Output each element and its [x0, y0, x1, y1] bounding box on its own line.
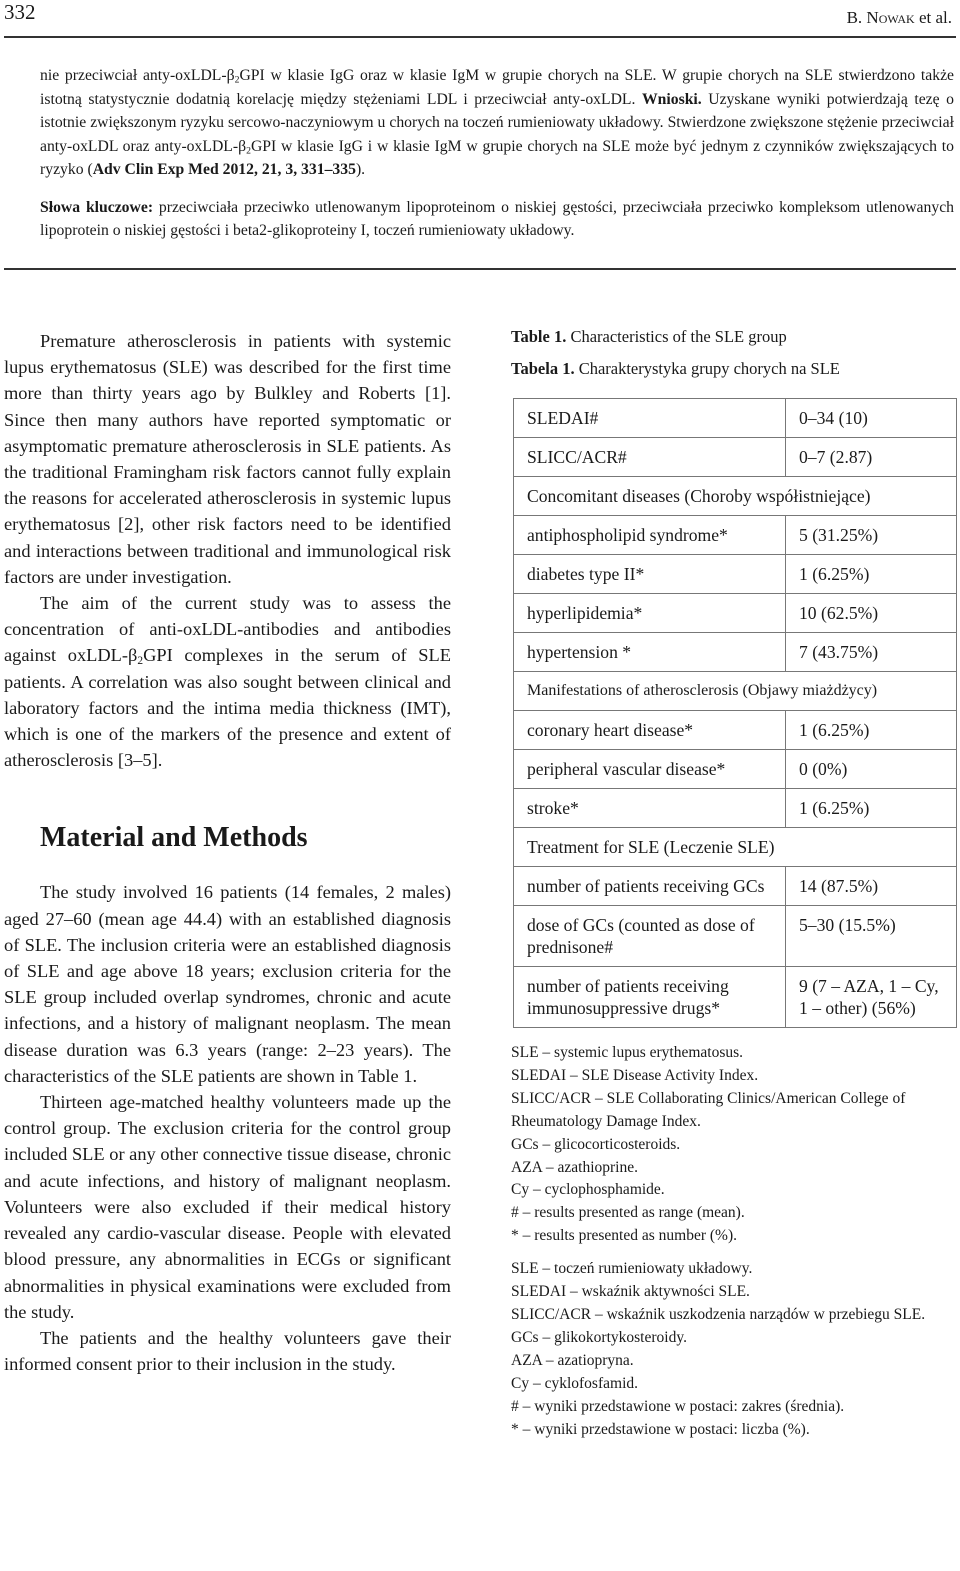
main-text-column — [4, 328, 451, 1377]
note-line: SLEDAI – wskaźnik aktywności SLE. — [511, 1283, 750, 1301]
header-rule — [4, 36, 956, 38]
note-line: GCs – glikokortykosteroidy. — [511, 1328, 687, 1346]
section-heading: Material and Methods — [40, 822, 308, 854]
keywords — [40, 196, 954, 243]
table-cell-label: SLICC/ACR# — [514, 438, 786, 477]
abstract-polish — [40, 64, 954, 243]
table-cell-label: peripheral vascular disease* — [514, 750, 786, 789]
table-row — [514, 906, 957, 967]
table-cell-label: number of patients receiving GCs — [514, 867, 786, 906]
table-cell-value: 0–34 (10) — [786, 399, 957, 438]
table-row — [514, 967, 957, 1028]
caption-text: Characteristics of the SLE group — [566, 327, 787, 346]
abstract-paragraph — [40, 64, 954, 182]
table-cell-value: 1 (6.25%) — [786, 789, 957, 828]
table-cell-value: 7 (43.75%) — [786, 633, 957, 672]
table-row — [514, 750, 957, 789]
note-line: SLICC/ACR – wskaźnik uszkodzenia narządów w przebiegu SLE. — [511, 1305, 926, 1323]
table-cell-value: 5 (31.25%) — [786, 516, 957, 555]
keywords-label: Słowa kluczowe: — [40, 198, 154, 216]
table-cell-label: antiphospholipid syndrome* — [514, 516, 786, 555]
table-cell-value: 0–7 (2.87) — [786, 438, 957, 477]
table-cell-value: 14 (87.5%) — [786, 867, 957, 906]
note-line: Cy – cyklofosfamid. — [511, 1374, 638, 1392]
table-cell-label: coronary heart disease* — [514, 711, 786, 750]
table-row — [514, 399, 957, 438]
notes-english — [511, 1042, 958, 1248]
table-caption-polish — [511, 358, 958, 380]
note-line: AZA – azatiopryna. — [511, 1351, 634, 1369]
citation-end: ). — [355, 161, 366, 178]
table-section-header: Treatment for SLE (Leczenie SLE) — [514, 828, 957, 867]
note-line: # – results presented as range (mean). — [511, 1204, 745, 1222]
table-row — [514, 828, 957, 867]
table-row — [514, 672, 957, 711]
table-cell-value: 5–30 (15.5%) — [786, 906, 957, 967]
table-row — [514, 438, 957, 477]
note-line: SLEDAI – SLE Disease Activity Index. — [511, 1066, 759, 1084]
notes-polish — [511, 1258, 958, 1441]
subscript: 2 — [137, 655, 144, 668]
table-cell-value: 10 (62.5%) — [786, 594, 957, 633]
table-cell-label: diabetes type II* — [514, 555, 786, 594]
conclusions-text: GPI w klasie IgG i w klasie IgM w grupie chorych na SLE może być jednym z czynników zwiększających to ryzyko ( — [40, 137, 954, 178]
body-paragraph: Thirteen age-matched healthy volunteers made up the control group. The exclusion criteria for the control group included SLE or any other connective tissue disease, chronic and acute infections, and history of malignant neoplasm. Volunteers were also excluded if their medical history revealed any cardio-vascular disease. People with elevated blood pressure, any abnormalities in ECGs or significant abnormalities in physical examinations were excluded from the study. — [4, 1092, 451, 1322]
page-number: 332 — [4, 0, 36, 24]
table-cell-label: stroke* — [514, 789, 786, 828]
abstract-rule — [4, 268, 956, 270]
body-text: The aim of the current study was to assess the concentration of anti-oxLDL-antibodies and antibodies against oxLDL-β — [4, 593, 451, 666]
table-caption-english — [511, 326, 958, 348]
running-authors — [847, 8, 952, 28]
table-row — [514, 633, 957, 672]
conclusions-text: Uzyskane wyniki potwierdzają tezę o istotnie zwiększonym ryzyku sercowo-naczyniowym u chorych na toczeń rumieniowaty układowy. Stwierdzone zwiększone stężenie przeciwciał anty-oxLDL oraz anty-oxLDL-β — [40, 90, 954, 155]
table-cell-value: 1 (6.25%) — [786, 555, 957, 594]
abstract-text: GPI w klasie IgG oraz w klasie IgM w grupie chorych na SLE. W grupie chorych na SLE stwierdzono także istotną statystycznie dodatnią korelację między stężeniami LDL i przeciwciał anty-oxLDL. — [40, 67, 954, 108]
table-cell-value: 0 (0%) — [786, 750, 957, 789]
body-paragraph: Premature atherosclerosis in patients with systemic lupus erythematosus (SLE) was described for the first time more than thirty years ago by Bulkley and Roberts [1]. Since then many authors have reported symptomatic or asymptomatic premature atherosclerosis in SLE patients. As the traditional Framingham risk factors cannot fully explain the reasons for accelerated atherosclerosis in systemic lupus erythematosus [2], other risk factors need to be identified and interactions between traditional and immunological risk factors are under investigation. — [4, 331, 451, 587]
table-row — [514, 477, 957, 516]
table-row — [514, 711, 957, 750]
table-row — [514, 555, 957, 594]
table-cell-label: SLEDAI# — [514, 399, 786, 438]
table-row — [514, 867, 957, 906]
table-cell-label: hypertension * — [514, 633, 786, 672]
authors-etal: et al. — [914, 8, 952, 27]
note-line: GCs – glicocorticosteroids. — [511, 1135, 681, 1153]
note-line: # – wyniki przedstawione w postaci: zakres (średnia). — [511, 1397, 845, 1415]
authors-surname: Nowak — [866, 8, 915, 27]
table-cell-value: 9 (7 – AZA, 1 – Cy, 1 – other) (56%) — [786, 967, 957, 1028]
abstract-text: nie przeciwciał anty-oxLDL-β — [40, 67, 235, 84]
body-paragraph — [4, 590, 451, 773]
table-cell-value: 1 (6.25%) — [786, 711, 957, 750]
note-line: SLICC/ACR – SLE Collaborating Clinics/American College of Rheumatology Damage Index. — [511, 1089, 906, 1130]
conclusions-label: Wnioski. — [641, 90, 702, 108]
table-notes — [511, 1042, 958, 1441]
table-column — [511, 326, 958, 1441]
body-text: GPI complexes in the serum of SLE patients. A correlation was also sought between clinical and laboratory factors and the intima media thickness (IMT), which is one of the markers of the presence and extent of atherosclerosis [3–5]. — [4, 645, 451, 771]
table-cell-label: hyperlipidemia* — [514, 594, 786, 633]
authors-initial: B. — [846, 8, 867, 27]
table-cell-label: number of patients receiving immunosuppressive drugs* — [514, 967, 786, 1028]
page-header — [0, 0, 960, 38]
table-section-header: Concomitant diseases (Choroby współistniejące) — [514, 477, 957, 516]
note-line: Cy – cyclophosphamide. — [511, 1181, 665, 1199]
note-line: SLE – toczeń rumieniowaty układowy. — [511, 1260, 753, 1278]
characteristics-table — [513, 398, 957, 1028]
caption-text: Charakterystyka grupy chorych na SLE — [574, 359, 840, 378]
keywords-text: przeciwciała przeciwko utlenowanym lipoproteinom o niskiej gęstości, przeciwciała przeciwko kompleksom utlenowanych lipoprotein o niskiej gęstości i beta2-glikoproteiny I, toczeń rumieniowaty układowy. — [40, 198, 954, 239]
body-paragraph: The patients and the healthy volunteers gave their informed consent prior to their inclusion in the study. — [4, 1327, 451, 1375]
note-line: * – results presented as number (%). — [511, 1227, 737, 1245]
table-cell-label: dose of GCs (counted as dose of prednisone# — [514, 906, 786, 967]
caption-label: Tabela 1. — [511, 359, 575, 378]
caption-label: Table 1. — [511, 327, 567, 346]
subscript: 2 — [246, 144, 251, 156]
table-row — [514, 594, 957, 633]
subscript: 2 — [234, 74, 240, 86]
table-row — [514, 789, 957, 828]
note-line: * – wyniki przedstawione w postaci: liczba (%). — [511, 1420, 810, 1438]
table-row — [514, 516, 957, 555]
body-paragraph: The study involved 16 patients (14 females, 2 males) aged 27–60 (mean age 44.4) with an established diagnosis of SLE. The inclusion criteria were an established diagnosis of SLE and age above 18 years; exclusion criteria for the SLE group included overlap syndromes, chronic and acute infections, and a history of malignant neoplasm. The mean disease duration was 6.3 years (range: 2–23 years). The characteristics of the SLE patients are shown in Table 1. — [4, 882, 451, 1086]
table-section-header: Manifestations of atherosclerosis (Objawy miażdżycy) — [514, 672, 957, 711]
note-line: SLE – systemic lupus erythematosus. — [511, 1044, 744, 1061]
note-line: AZA – azathioprine. — [511, 1158, 638, 1176]
citation: Adv Clin Exp Med 2012, 21, 3, 331–335 — [92, 161, 356, 178]
